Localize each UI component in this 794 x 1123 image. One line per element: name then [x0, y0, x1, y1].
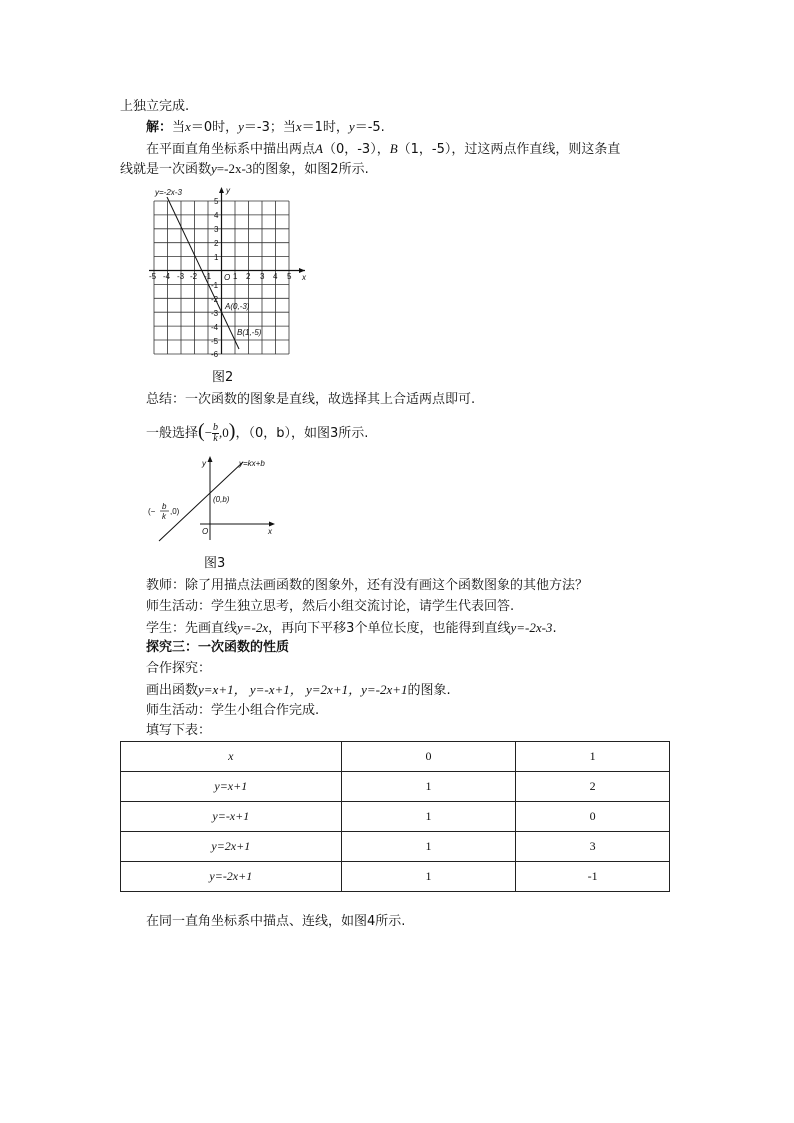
fig2-y-tick: -5 [211, 337, 219, 346]
fig2-func-label: y=-2x-3 [155, 188, 182, 197]
figure-3-graph [145, 452, 280, 544]
value-table [120, 741, 670, 892]
table-cell: 1 [341, 802, 516, 832]
table-cell: 0 [341, 742, 516, 772]
fig2-y-tick: 3 [214, 225, 219, 234]
closing-line: 在同一直角坐标系中描点、连线，如图4所示. [146, 914, 406, 929]
table-cell: 2 [516, 772, 670, 802]
fig3-x-arrow [269, 522, 275, 527]
fig2-y-label: y [226, 186, 230, 195]
fig3-point-0b-label: (0,b) [213, 495, 230, 504]
fig2-y-tick: 1 [214, 253, 219, 262]
fig2-y-tick: 2 [214, 239, 219, 248]
table-row [121, 832, 670, 862]
table-cell: y=2x+1 [121, 832, 342, 862]
teacher-line: 教师：除了用描点法画函数的图象外，还有没有画这个函数图象的其他方法？ [146, 578, 589, 593]
summary-fraction: $\frac{b}{k}$ [213, 422, 219, 444]
fig2-y-tick: -4 [211, 323, 219, 332]
fig2-x-tick: 4 [273, 272, 278, 281]
fig2-x-tick: 3 [260, 272, 265, 281]
fig2-y-arrow [219, 187, 224, 193]
table-cell: 0 [516, 802, 670, 832]
points-line: 在平面直角坐标系中描出两点A（0，-3），B（1，-5），过这两点作直线，则这条直 [146, 141, 621, 157]
fig2-y-tick: -1 [211, 281, 219, 290]
fig2-x-tick: 5 [287, 272, 292, 281]
table-cell: y=-x+1 [121, 802, 342, 832]
fig2-x-tick: -5 [149, 272, 157, 281]
fig2-x-label: x [302, 273, 306, 282]
draw-line: 画出函数y=x+1， y=-x+1， y=2x+1，y=-2x+1的图象. [146, 682, 451, 698]
fig2-x-tick: 2 [246, 272, 251, 281]
fig2-x-tick: -3 [177, 272, 185, 281]
summary-line-2: 一般选择(− $\frac{b}{k}$ ,0)，（0，b），如图3所示. [146, 420, 369, 444]
fig2-y-tick: -3 [211, 309, 219, 318]
summary-line-1: 总结：一次函数的图象是直线，故选择其上合适两点即可. [146, 392, 476, 407]
intro-line-1: 上独立完成. [120, 99, 190, 114]
coop-line: 合作探究： [146, 661, 212, 676]
fig3-origin-label: O [202, 527, 209, 536]
table-cell: 1 [341, 832, 516, 862]
table-cell: 1 [341, 862, 516, 892]
table-cell: -1 [516, 862, 670, 892]
fig2-x-tick: -4 [163, 272, 171, 281]
fig3-x-label: x [268, 527, 272, 536]
fig2-x-tick: -1 [204, 272, 212, 281]
fig2-y-tick: -2 [211, 295, 219, 304]
fig2-labels [149, 186, 307, 358]
table-cell: 1 [516, 742, 670, 772]
fig3-y-label: y [202, 459, 206, 468]
fig2-y-tick: 5 [214, 197, 219, 206]
fig3-point-x-suffix: ,0) [170, 507, 180, 516]
fig3-frac-num: b [162, 502, 167, 511]
fig3-function-line [159, 462, 243, 541]
fig2-point-b-label: B(1,-5) [237, 328, 262, 337]
function-line: 线就是一次函数y=-2x-3的图象，如图2所示. [120, 161, 369, 177]
fig3-point-x-label: (− [148, 507, 156, 516]
fill-table-line: 填写下表： [146, 723, 212, 738]
table-cell: y=x+1 [121, 772, 342, 802]
fig3-y-arrow [208, 456, 213, 462]
figure-3-caption: 图3 [204, 556, 226, 571]
solution-line: 解：当x＝0时，y＝-3；当x＝1时，y＝-5. [146, 119, 385, 135]
fig3-func-label: y=kx+b [239, 459, 265, 468]
table-cell: x [121, 742, 342, 772]
fig2-y-tick: -6 [211, 350, 219, 358]
student-line: 学生：先画直线y=-2x，再向下平移3个单位长度，也能得到直线y=-2x-3. [146, 620, 557, 636]
table-cell: y=-2x+1 [121, 862, 342, 892]
table-cell: 1 [341, 772, 516, 802]
fig2-origin-label: O [224, 273, 231, 282]
table-row [121, 772, 670, 802]
fig2-point-a-label: A(0,-3) [225, 302, 250, 311]
table-row [121, 802, 670, 832]
fig2-x-tick: 1 [233, 272, 238, 281]
fig2-y-tick: 4 [214, 211, 219, 220]
fig2-x-tick: -2 [190, 272, 198, 281]
table-row [121, 862, 670, 892]
table-row [121, 742, 670, 772]
section-title: 探究三：一次函数的性质 [146, 640, 290, 655]
activity-line-1: 师生活动：学生独立思考，然后小组交流讨论，请学生代表回答. [146, 599, 515, 614]
activity-line-2: 师生活动：学生小组合作完成. [146, 703, 320, 718]
fig3-frac-den: k [162, 512, 166, 521]
table-cell: 3 [516, 832, 670, 862]
figure-2-graph [145, 183, 315, 358]
figure-2-caption: 图2 [212, 370, 234, 385]
